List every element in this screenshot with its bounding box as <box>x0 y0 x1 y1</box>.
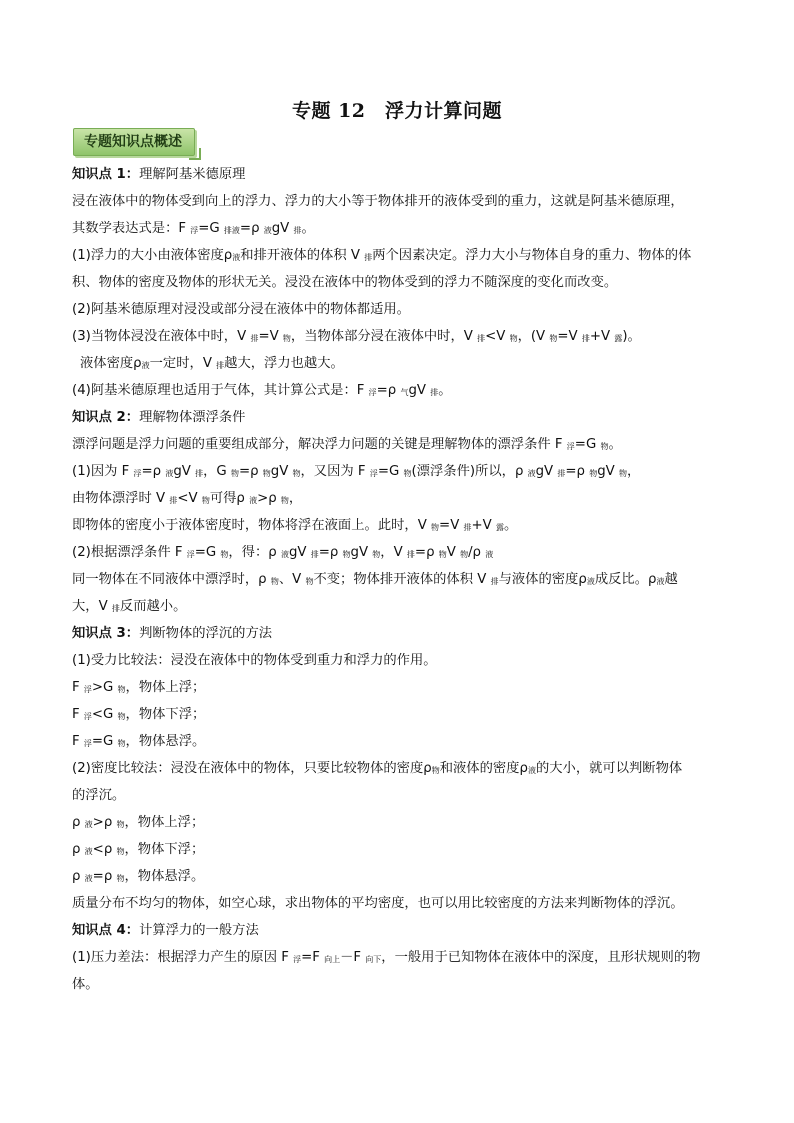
paragraph-line: 体。 <box>72 977 99 992</box>
paragraph-line: ρ $_液$=ρ $_物$，物体悬浮。 <box>72 869 205 884</box>
paragraph-line: 即物体的密度小于液体密度时，物体将浮在液面上。此时，V $_物$=V $_排$+V $_露$。 <box>72 518 518 533</box>
paragraph-line: (1)因为 F $_浮$=ρ $_液$gV $_排$，G $_物$=ρ $_物$gV $_物$，又因为 F $_浮$=G $_物$(漂浮条件)所以，ρ $_液$gV $_排$=ρ $_物$gV $_物$， <box>72 464 641 479</box>
paragraph-line: (1)受力比较法：浸没在液体中的物体受到重力和浮力的作用。 <box>72 653 437 668</box>
paragraph-line: 其数学表达式是：F $_浮$=G $_{排液}$=ρ $_液$gV $_排$。 <box>72 221 315 236</box>
paragraph-line: 同一物体在不同液体中漂浮时，ρ $_物$、V $_物$不变；物体排开液体的体积 V $_排$与液体的密度$\rho_液$成反比。$\rho_液$越 <box>72 572 678 587</box>
paragraph-line: (1)浮力的大小由液体密度$\rho_液$和排开液体的体积 V $_排$两个因素决定。浮力大小与物体自身的重力、物体的体 <box>72 248 692 263</box>
paragraph-line: (2)阿基米德原理对浸没或部分浸在液体中的物体都适用。 <box>72 302 410 317</box>
section-badge: 专题知识点概述 <box>73 128 195 156</box>
paragraph-line: (1)压力差法：根据浮力产生的原因 F $_浮$=F $_{向上}$－F $_{向下}$，一般用于已知物体在液体中的深度，且形状规则的物 <box>72 950 701 965</box>
paragraph-line: 液体密度$\rho_液$一定时，V $_排$越大，浮力也越大。 <box>80 356 344 371</box>
heading-label: 知识点 1： <box>72 167 140 182</box>
document-body <box>72 161 732 998</box>
paragraph-line: (4)阿基米德原理也适用于气体，其计算公式是：F $_浮$=ρ $_气$gV $_排$。 <box>72 383 452 398</box>
paragraph-line: F $_浮$<G $_物$，物体下浮； <box>72 707 206 722</box>
paragraph-line: (2)密度比较法：浸没在液体中的物体，只要比较物体的密度$\rho_物$和液体的密度$\rho_液$的大小，就可以判断物体 <box>72 761 683 776</box>
heading-label: 知识点 2： <box>72 410 140 425</box>
paragraph-line: 大，V $_排$反而越小。 <box>72 599 187 614</box>
paragraph-line: (3)当物体浸没在液体中时，V $_排$=V $_物$，当物体部分浸在液体中时，V $_排$<V $_物$，(V $_物$=V $_排$+V $_露$)。 <box>72 329 641 344</box>
paragraph-line: F $_浮$=G $_物$，物体悬浮。 <box>72 734 206 749</box>
paragraph-line: F $_浮$>G $_物$，物体上浮； <box>72 680 206 695</box>
paragraph-line: 质量分布不均匀的物体，如空心球，求出物体的平均密度，也可以用比较密度的方法来判断物体的浮沉。 <box>72 896 684 911</box>
paragraph-line: ρ $_液$<ρ $_物$，物体下浮； <box>72 842 205 857</box>
paragraph-line: ρ $_液$>ρ $_物$，物体上浮； <box>72 815 205 830</box>
paragraph-line: 浸在液体中的物体受到向上的浮力、浮力的大小等于物体排开的液体受到的重力，这就是阿基米德原理， <box>72 194 684 209</box>
section-heading: 知识点 4：计算浮力的一般方法 <box>72 923 259 938</box>
heading-label: 知识点 4： <box>72 923 140 938</box>
paragraph-line: 积、物体的密度及物体的形状无关。浸没在液体中的物体受到的浮力不随深度的变化而改变。 <box>72 275 618 290</box>
page-title: 专题 12 浮力计算问题 <box>291 100 503 122</box>
paragraph-line: 由物体漂浮时 V $_排$<V $_物$可得ρ $_液$>ρ $_物$， <box>72 491 303 506</box>
section-heading: 知识点 2：理解物体漂浮条件 <box>72 410 246 425</box>
section-heading: 知识点 1：理解阿基米德原理 <box>72 167 246 182</box>
section-heading: 知识点 3：判断物体的浮沉的方法 <box>72 626 273 641</box>
paragraph-line: (2)根据漂浮条件 F $_浮$=G $_物$，得：ρ $_液$gV $_排$=ρ $_物$gV $_物$，V $_排$=ρ $_物$V $_物$/ρ $_液$ <box>72 545 494 560</box>
heading-label: 知识点 3： <box>72 626 140 641</box>
paragraph-line: 的浮沉。 <box>72 788 126 803</box>
paragraph-line: 漂浮问题是浮力问题的重要组成部分，解决浮力问题的关键是理解物体的漂浮条件 F $_浮$=G $_物$。 <box>72 437 622 452</box>
